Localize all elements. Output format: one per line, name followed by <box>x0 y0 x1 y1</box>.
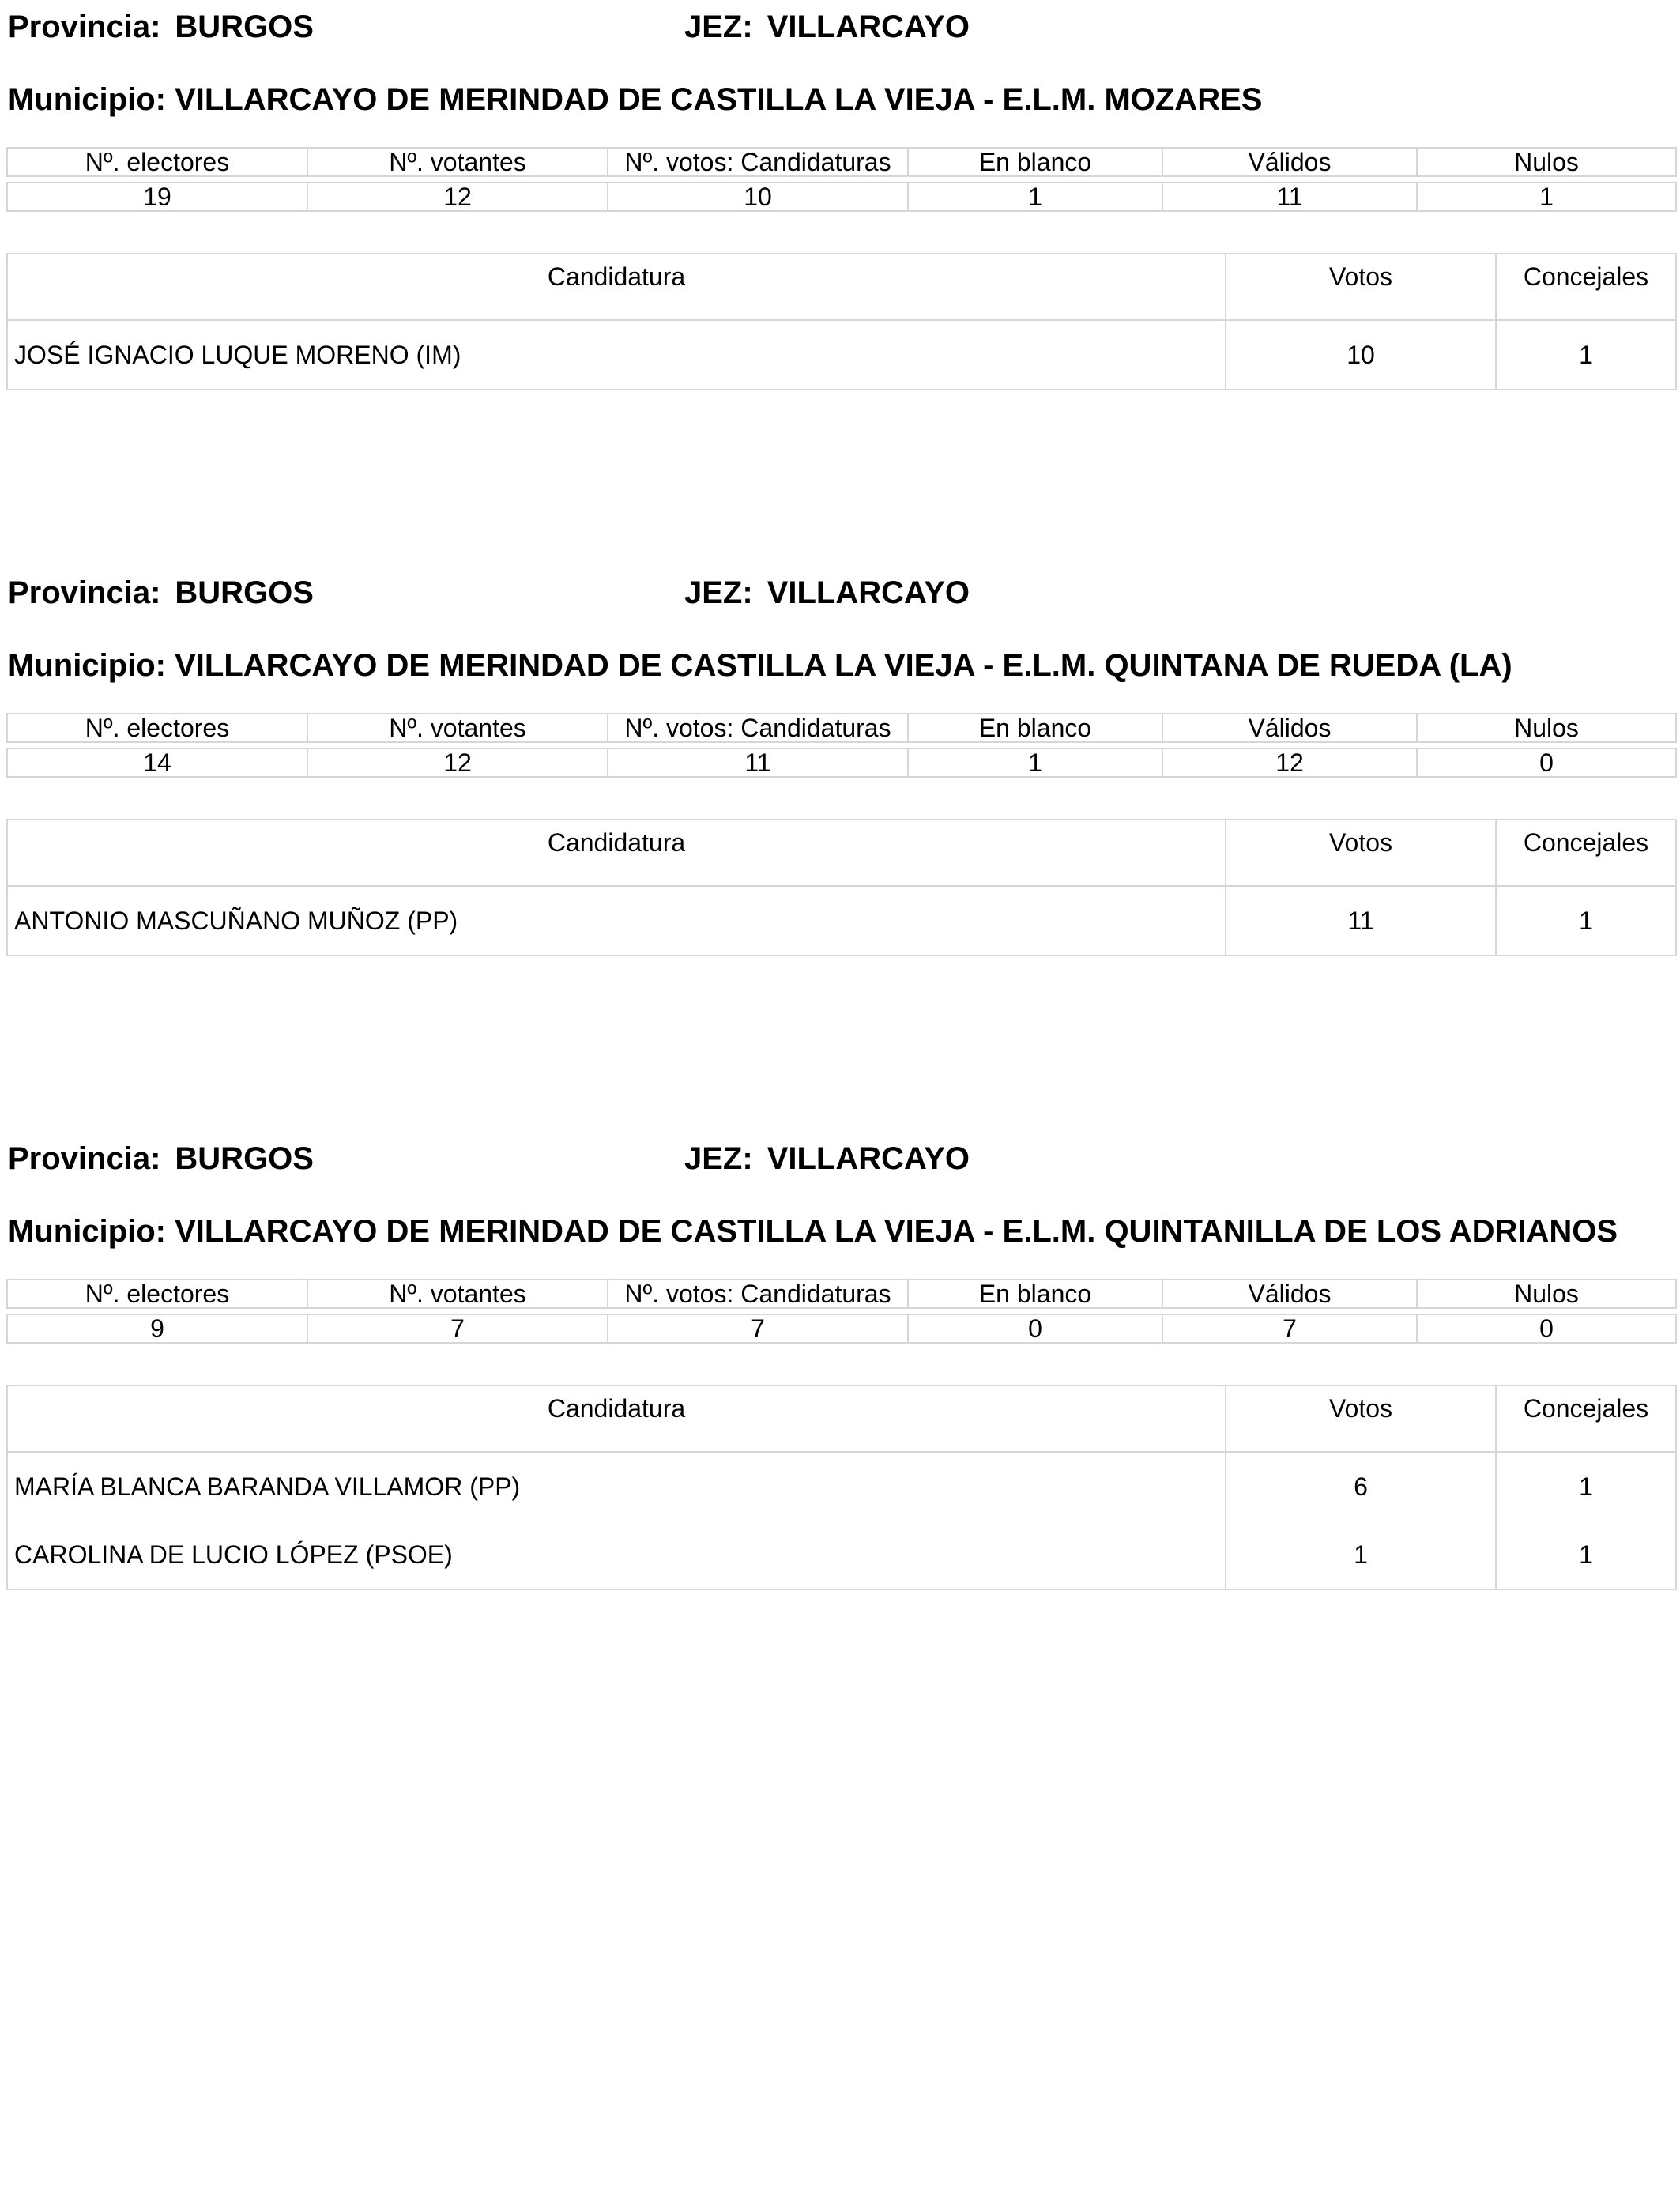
header-en-blanco: En blanco <box>908 148 1162 176</box>
municipio-value: VILLARCAYO DE MERINDAD DE CASTILLA LA VIEJA - E.L.M. MOZARES <box>175 82 1263 117</box>
header-votos-candidaturas: Nº. votos: Candidaturas <box>608 714 908 742</box>
jez-value: VILLARCAYO <box>767 1141 970 1176</box>
header-votantes: Nº. votantes <box>307 714 608 742</box>
value-votantes: 12 <box>307 183 608 211</box>
jez-label: JEZ: <box>684 1141 753 1176</box>
municipio-title <box>8 76 1262 123</box>
table-row <box>7 1452 1676 1521</box>
candidate-votos: 6 <box>1226 1452 1496 1521</box>
jez-label: JEZ: <box>684 9 753 44</box>
candidates-header-row <box>7 254 1676 320</box>
header-candidatura: Candidatura <box>7 254 1226 320</box>
section-header <box>6 1135 1675 1182</box>
municipio-label: Municipio: <box>8 1214 166 1249</box>
header-en-blanco: En blanco <box>908 1280 1162 1308</box>
jez-value: VILLARCAYO <box>767 575 970 610</box>
provincia-value: BURGOS <box>175 9 314 44</box>
jez-label: JEZ: <box>684 575 753 610</box>
header-validos: Válidos <box>1162 714 1417 742</box>
candidates-header-row <box>7 820 1676 886</box>
value-nulos: 0 <box>1417 748 1676 777</box>
header-concejales: Concejales <box>1496 820 1676 886</box>
candidate-name: MARÍA BLANCA BARANDA VILLAMOR (PP) <box>7 1452 1226 1521</box>
value-en-blanco: 1 <box>908 183 1162 211</box>
candidates-table <box>6 1385 1677 1590</box>
value-electores: 14 <box>7 748 307 777</box>
stats-header-row <box>7 714 1676 742</box>
jez-value: VILLARCAYO <box>767 9 970 44</box>
header-concejales: Concejales <box>1496 254 1676 320</box>
header-electores: Nº. electores <box>7 1280 307 1308</box>
provincia-value: BURGOS <box>175 1141 314 1176</box>
municipio-title <box>8 642 1512 689</box>
municipio-value: VILLARCAYO DE MERINDAD DE CASTILLA LA VIEJA - E.L.M. QUINTANILLA DE LOS ADRIANOS <box>175 1214 1618 1249</box>
value-validos: 11 <box>1162 183 1417 211</box>
candidate-concejales: 1 <box>1496 1521 1676 1589</box>
candidate-concejales: 1 <box>1496 320 1676 390</box>
header-candidatura: Candidatura <box>7 820 1226 886</box>
stats-header-row <box>7 1280 1676 1308</box>
header-votos: Votos <box>1226 1385 1496 1452</box>
stats-table <box>6 713 1677 778</box>
provincia-value: BURGOS <box>175 575 314 610</box>
header-en-blanco: En blanco <box>908 714 1162 742</box>
candidate-concejales: 1 <box>1496 1452 1676 1521</box>
stats-value-row <box>7 748 1676 777</box>
section-header <box>6 569 1675 616</box>
municipio-label: Municipio: <box>8 648 166 683</box>
header-validos: Válidos <box>1162 1280 1417 1308</box>
header-validos: Válidos <box>1162 148 1417 176</box>
value-en-blanco: 1 <box>908 748 1162 777</box>
value-validos: 12 <box>1162 748 1417 777</box>
stats-table <box>6 1279 1677 1344</box>
header-nulos: Nulos <box>1417 148 1676 176</box>
value-votos-candidaturas: 10 <box>608 183 908 211</box>
header-votos-candidaturas: Nº. votos: Candidaturas <box>608 1280 908 1308</box>
candidate-concejales: 1 <box>1496 886 1676 956</box>
header-nulos: Nulos <box>1417 1280 1676 1308</box>
candidate-name: ANTONIO MASCUÑANO MUÑOZ (PP) <box>7 886 1226 956</box>
header-votantes: Nº. votantes <box>307 148 608 176</box>
candidate-name: JOSÉ IGNACIO LUQUE MORENO (IM) <box>7 320 1226 390</box>
value-en-blanco: 0 <box>908 1314 1162 1343</box>
header-candidatura: Candidatura <box>7 1385 1226 1452</box>
header-electores: Nº. electores <box>7 714 307 742</box>
provincia-label: Provincia: <box>8 1141 161 1176</box>
value-electores: 9 <box>7 1314 307 1343</box>
municipio-value: VILLARCAYO DE MERINDAD DE CASTILLA LA VIEJA - E.L.M. QUINTANA DE RUEDA (LA) <box>175 648 1512 683</box>
provincia-label: Provincia: <box>8 575 161 610</box>
value-votantes: 12 <box>307 748 608 777</box>
provincia-label: Provincia: <box>8 9 161 44</box>
value-validos: 7 <box>1162 1314 1417 1343</box>
table-row <box>7 1521 1676 1589</box>
header-votos-candidaturas: Nº. votos: Candidaturas <box>608 148 908 176</box>
stats-header-row <box>7 148 1676 176</box>
candidate-votos: 10 <box>1226 320 1496 390</box>
header-nulos: Nulos <box>1417 714 1676 742</box>
section-header <box>6 3 1675 51</box>
stats-table <box>6 147 1677 212</box>
header-votos: Votos <box>1226 254 1496 320</box>
value-electores: 19 <box>7 183 307 211</box>
stats-value-row <box>7 183 1676 211</box>
header-concejales: Concejales <box>1496 1385 1676 1452</box>
candidate-votos: 1 <box>1226 1521 1496 1589</box>
value-votos-candidaturas: 11 <box>608 748 908 777</box>
municipio-title <box>8 1208 1618 1255</box>
value-nulos: 0 <box>1417 1314 1676 1343</box>
value-votantes: 7 <box>307 1314 608 1343</box>
table-row <box>7 320 1676 390</box>
value-nulos: 1 <box>1417 183 1676 211</box>
candidate-votos: 11 <box>1226 886 1496 956</box>
header-votos: Votos <box>1226 820 1496 886</box>
table-row <box>7 886 1676 956</box>
stats-value-row <box>7 1314 1676 1343</box>
candidate-name: CAROLINA DE LUCIO LÓPEZ (PSOE) <box>7 1521 1226 1589</box>
candidates-table <box>6 253 1677 390</box>
header-electores: Nº. electores <box>7 148 307 176</box>
candidates-header-row <box>7 1385 1676 1452</box>
municipio-label: Municipio: <box>8 82 166 117</box>
candidates-table <box>6 819 1677 956</box>
value-votos-candidaturas: 7 <box>608 1314 908 1343</box>
header-votantes: Nº. votantes <box>307 1280 608 1308</box>
